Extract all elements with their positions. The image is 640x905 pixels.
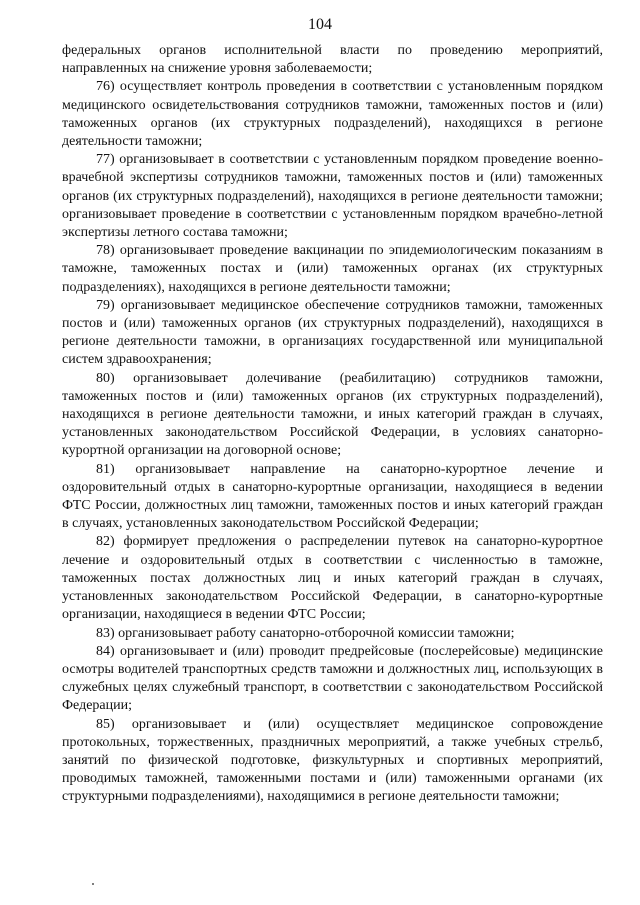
paragraph-77: 77) организовывает в соответствии с установленным порядком проведение военно-врачебной экспертизы сотрудников таможни, таможенных постов и (или) таможенных органов (их структурных подразделений), находящихся в регионе деятельности таможни; организовывает проведение в соответствии с установленным порядком врачебно-летной экспертизы летного состава таможни;	[62, 152, 603, 241]
paragraph-85: 85) организовывает и (или) осуществляет медицинское сопровождение протокольных, торжественных, праздничных мероприятий, а также учебных стрельб, занятий по физической подготовке, физкультурных и спортивных мероприятий, проводимых таможней, таможенными постами и (или) таможенными органами (их структурными подразделениями), находящимися в регионе деятельности таможни;	[62, 716, 603, 805]
paragraph-80: 80) организовывает долечивание (реабилитацию) сотрудников таможни, таможенных постов и (или) таможенных органов (их структурных подразделений), находящихся в регионе деятельности таможни, и иных категорий граждан в случаях, установленных законодательством Российской Федерации, в условиях санаторно-курортной организации на договорной основе;	[62, 370, 603, 459]
scan-speck	[92, 883, 94, 885]
paragraph-84: 84) организовывает и (или) проводит предрейсовые (послерейсовые) медицинские осмотры водителей транспортных средств таможни и должностных лиц, использующих в служебных целях служебный транспорт, в соответствии с законодательством Российской Федерации;	[62, 643, 603, 714]
paragraph-82: 82) формирует предложения о распределении путевок на санаторно-курортное лечение и оздоровительный отдых в соответствии с численностью в таможне, таможенных постах должностных лиц и иных категорий граждан в случаях, установленных законодательством Российской Федерации, в санаторно-курортные организации, находящиеся в ведении ФТС России;	[62, 534, 603, 623]
paragraph-76: 76) осуществляет контроль проведения в соответствии с установленным порядком медицинского освидетельствования сотрудников таможни, таможенных постов и (или) таможенных органов (их структурных подразделений), находящихся в регионе деятельности таможни;	[62, 79, 603, 150]
paragraph-78: 78) организовывает проведение вакцинации по эпидемиологическим показаниям в таможне, таможенных постах и (или) таможенных органах (их структурных подразделениях), находящихся в регионе деятельности таможни;	[62, 243, 603, 295]
paragraph-continuation: федеральных органов исполнительной власти по проведению мероприятий, направленных на снижение уровня заболеваемости;	[62, 43, 603, 77]
page-number: 104	[308, 16, 332, 33]
paragraph-83: 83) организовывает работу санаторно-отборочной комиссии таможни;	[96, 625, 515, 641]
paragraph-81: 81) организовывает направление на санаторно-курортное лечение и оздоровительный отдых в санаторно-курортные организации, находящиеся в ведении ФТС России, должностных лиц таможни, таможенных постов и иных категорий граждан в случаях, установленных законодательством Российской Федерации;	[62, 461, 603, 532]
paragraph-79: 79) организовывает медицинское обеспечение сотрудников таможни, таможенных постов и (или) таможенных органов (их структурных подразделений), находящихся в регионе деятельности таможни, в организациях государственной или муниципальной систем здравоохранения;	[62, 297, 603, 368]
body-text	[62, 42, 603, 807]
